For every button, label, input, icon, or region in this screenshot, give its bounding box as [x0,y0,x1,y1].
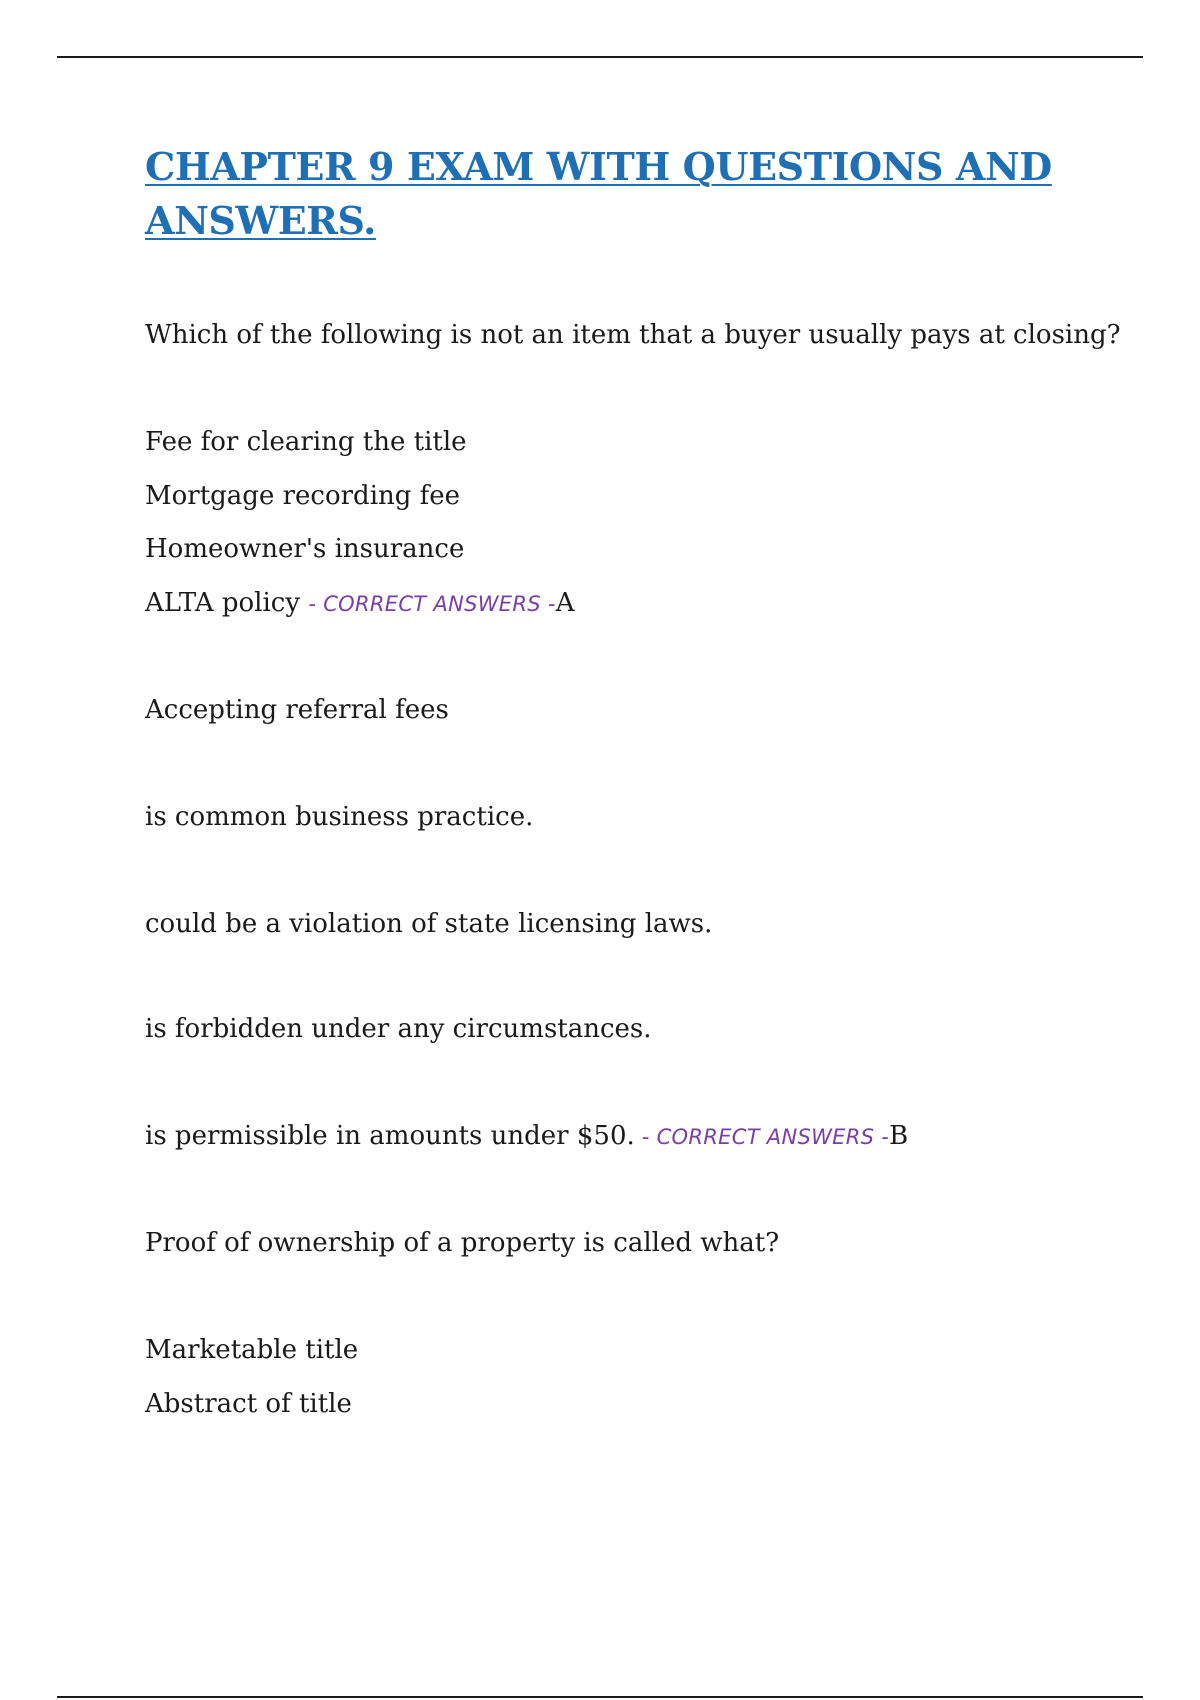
answer-suffix: - [874,1125,890,1149]
bottom-rule [57,1696,1143,1698]
q2-option-1: is common business practice. [145,802,534,832]
answer-prefix: - [634,1125,657,1149]
answer-letter: A [555,588,575,618]
answer-prefix: - [308,592,324,616]
q2-option-4-with-answer [145,1119,908,1154]
q1-option-4-with-answer [145,586,575,621]
q1-option-3: Homeowner's insurance [145,534,465,564]
answer-suffix: - [540,592,556,616]
q2-option-4: is permissible in amounts under $50. [145,1121,635,1151]
correct-answers-tag [635,1125,889,1149]
q3-option-1: Marketable title [145,1335,359,1365]
page-title: CHAPTER 9 EXAM WITH QUESTIONS AND ANSWERS. [145,144,1052,243]
q3-option-2: Abstract of title [145,1389,352,1419]
q2-option-3: is forbidden under any circumstances. [145,1014,652,1044]
answer-letter: B [889,1121,909,1151]
question-3: Proof of ownership of a property is called what? [145,1228,780,1258]
correct-answers-tag [308,592,555,616]
q1-option-2: Mortgage recording fee [145,481,461,511]
answer-label: CORRECT ANSWERS [656,1125,875,1149]
q1-option-4: ALTA policy [145,588,301,618]
question-2: Accepting referral fees [145,695,449,725]
top-rule [57,56,1143,58]
q1-option-1: Fee for clearing the title [145,427,467,457]
q2-option-2: could be a violation of state licensing laws. [145,909,713,939]
answer-label: CORRECT ANSWERS [323,592,541,616]
question-1: Which of the following is not an item that a buyer usually pays at closing? [145,320,1121,350]
